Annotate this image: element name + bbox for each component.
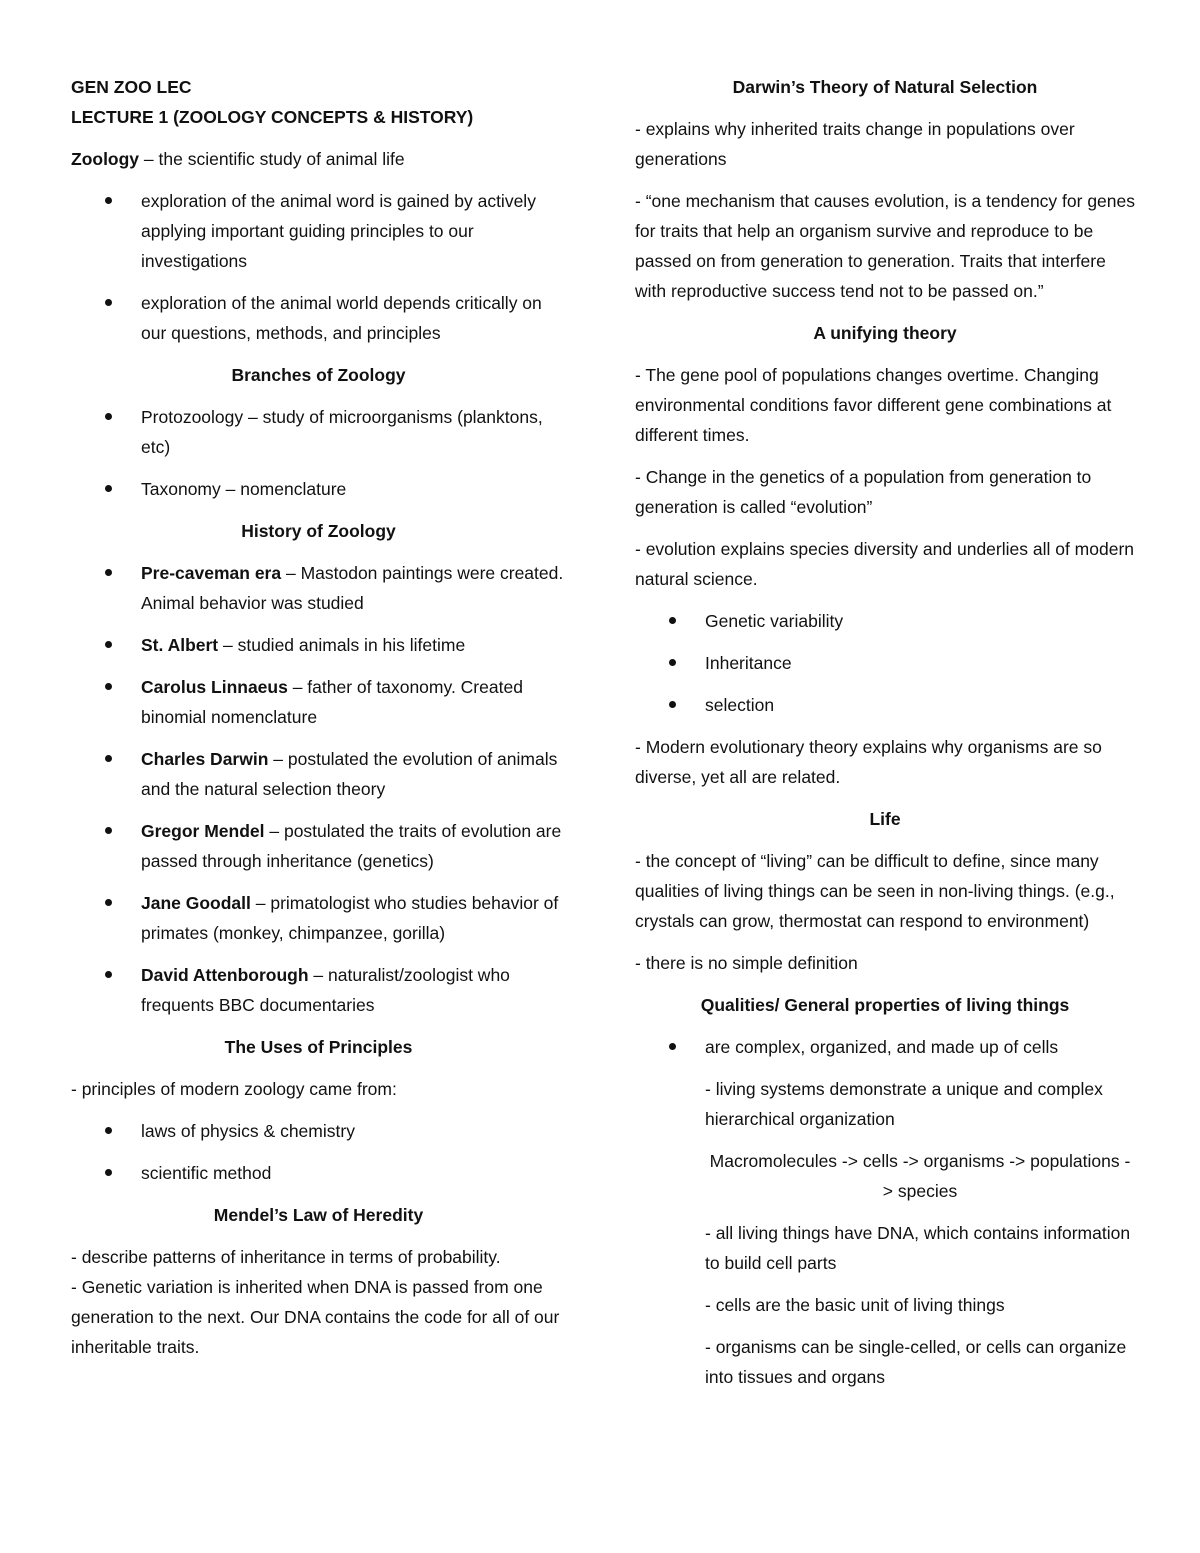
list-item: Inheritance — [635, 648, 1135, 678]
bullet-icon — [669, 659, 676, 666]
list-item: laws of physics & chemistry — [71, 1116, 566, 1146]
list-item: Gregor Mendel – postulated the traits of evolution are passed through inheritance (genetics) — [71, 816, 566, 876]
uses-heading: The Uses of Principles — [224, 1037, 413, 1057]
course-title: GEN ZOO LEC — [71, 77, 192, 97]
history-list — [71, 558, 566, 1020]
bullet-icon — [669, 701, 676, 708]
right-column — [635, 72, 1135, 1404]
bullet-icon — [105, 1127, 112, 1134]
qualities-list — [635, 1032, 1135, 1062]
list-item: scientific method — [71, 1158, 566, 1188]
unifying-paragraph-4: - Modern evolutionary theory explains why organisms are so diverse, yet all are related. — [635, 737, 1102, 787]
unifying-paragraph-1: - The gene pool of populations changes overtime. Changing environmental conditions favor different gene combinations at different times. — [635, 365, 1112, 445]
life-paragraph-1: - the concept of “living” can be difficult to define, since many qualities of living things can be seen in non-living things. (e.g., crystals can grow, thermostat can respond to environment) — [635, 851, 1115, 931]
history-heading: History of Zoology — [241, 521, 396, 541]
list-item: exploration of the animal world depends critically on our questions, methods, and principles — [71, 288, 566, 348]
lecture-title: LECTURE 1 (ZOOLOGY CONCEPTS & HISTORY) — [71, 107, 474, 127]
zoology-definition — [71, 144, 566, 174]
list-item: are complex, organized, and made up of cells — [635, 1032, 1135, 1062]
unifying-paragraph-3: - evolution explains species diversity and underlies all of modern natural science. — [635, 539, 1135, 589]
zoology-term: Zoology — [71, 149, 140, 169]
list-item: Charles Darwin – postulated the evolution of animals and the natural selection theory — [71, 744, 566, 804]
mendel-paragraph-1: - describe patterns of inheritance in terms of probability. — [71, 1247, 501, 1267]
bullet-icon — [105, 827, 112, 834]
bullet-icon — [105, 1169, 112, 1176]
zoology-bullets — [71, 186, 566, 348]
unifying-heading: A unifying theory — [813, 323, 957, 343]
qualities-chain: Macromolecules -> cells -> organisms -> populations -> species — [709, 1151, 1131, 1201]
bullet-icon — [105, 485, 112, 492]
life-paragraph-2: - there is no simple definition — [635, 953, 858, 973]
list-item: exploration of the animal word is gained by actively applying important guiding principles to our investigations — [71, 186, 566, 276]
list-item: selection — [635, 690, 1135, 720]
darwin-paragraph-2: - “one mechanism that causes evolution, is a tendency for genes for traits that help an organism survive and reproduce to be passed on from generation to generation. Traits that interfere with reproductive success tend not to be passed on.” — [635, 191, 1135, 301]
bullet-icon — [669, 617, 676, 624]
qualities-heading: Qualities/ General properties of living things — [700, 995, 1070, 1015]
bullet-icon — [105, 899, 112, 906]
branches-heading: Branches of Zoology — [231, 365, 406, 385]
uses-list — [71, 1116, 566, 1188]
list-item: Pre-caveman era – Mastodon paintings were created. Animal behavior was studied — [71, 558, 566, 618]
unifying-list — [635, 606, 1135, 720]
left-column — [71, 72, 566, 1374]
list-item: Carolus Linnaeus – father of taxonomy. Created binomial nomenclature — [71, 672, 566, 732]
qualities-sub-1: - living systems demonstrate a unique and complex hierarchical organization — [705, 1079, 1103, 1129]
bullet-icon — [105, 413, 112, 420]
mendel-paragraph-2: - Genetic variation is inherited when DNA is passed from one generation to the next. Our DNA contains the code for all of our inheritable traits. — [71, 1277, 560, 1357]
bullet-icon — [105, 971, 112, 978]
branches-list — [71, 402, 566, 504]
darwin-heading: Darwin’s Theory of Natural Selection — [732, 77, 1038, 97]
bullet-icon — [105, 683, 112, 690]
bullet-icon — [105, 755, 112, 762]
list-item: St. Albert – studied animals in his lifetime — [71, 630, 566, 660]
qualities-sub-2: - all living things have DNA, which contains information to build cell parts — [705, 1223, 1131, 1273]
bullet-icon — [105, 197, 112, 204]
bullet-icon — [669, 1043, 676, 1050]
darwin-paragraph-1: - explains why inherited traits change in populations over generations — [635, 119, 1075, 169]
bullet-icon — [105, 569, 112, 576]
list-item: Jane Goodall – primatologist who studies behavior of primates (monkey, chimpanzee, gorilla) — [71, 888, 566, 948]
unifying-paragraph-2: - Change in the genetics of a population from generation to generation is called “evolution” — [635, 467, 1092, 517]
qualities-sub-3: - cells are the basic unit of living things — [705, 1295, 1005, 1315]
list-item: Taxonomy – nomenclature — [71, 474, 566, 504]
qualities-sub-4: - organisms can be single-celled, or cells can organize into tissues and organs — [705, 1337, 1127, 1387]
uses-intro: - principles of modern zoology came from: — [71, 1079, 397, 1099]
zoology-def: – the scientific study of animal life — [139, 149, 405, 169]
list-item: Genetic variability — [635, 606, 1135, 636]
bullet-icon — [105, 299, 112, 306]
list-item: David Attenborough – naturalist/zoologist who frequents BBC documentaries — [71, 960, 566, 1020]
mendel-heading: Mendel’s Law of Heredity — [213, 1205, 424, 1225]
bullet-icon — [105, 641, 112, 648]
list-item: Protozoology – study of microorganisms (planktons, etc) — [71, 402, 566, 462]
life-heading: Life — [869, 809, 901, 829]
